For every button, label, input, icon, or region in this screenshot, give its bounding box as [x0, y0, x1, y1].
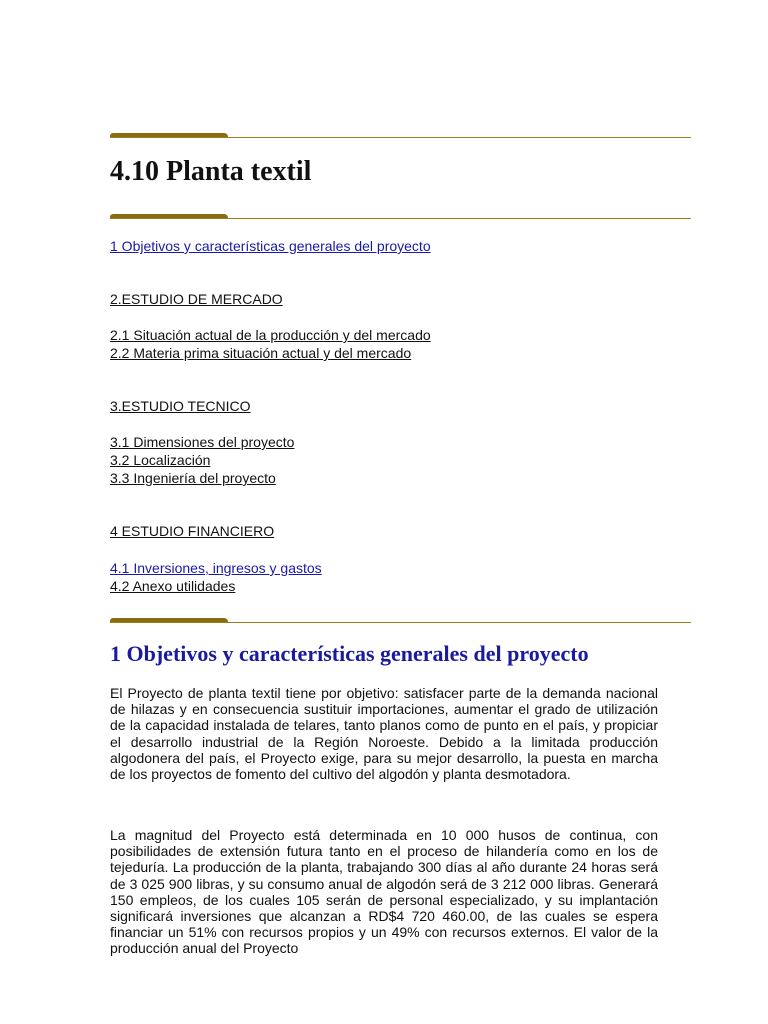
page-title: 4.10 Planta textil — [110, 156, 312, 187]
divider-line — [110, 218, 691, 219]
toc-link-raw-material[interactable]: 2.2 Materia prima situación actual y del mercado — [110, 345, 412, 361]
toc-link-project-dimensions[interactable]: 3.1 Dimensiones del proyecto — [110, 434, 295, 450]
toc-link-investments[interactable]: 4.1 Inversiones, ingresos y gastos — [110, 560, 322, 576]
paragraph: El Proyecto de planta textil tiene por objetivo: satisfacer parte de la demanda nacional de hilazas y en consecuencia sustituir importaciones, aumentar el grado de utilización de la capacidad instalada de telares, tanto planos como de punto en el país, y propiciar el desarrollo industrial de la Región Noroeste. Debido a la limitada producción algodonera del país, el Proyecto exige, para su mejor desarrollo, la puesta en marcha de los proyectos de fomento del cultivo del algodón y planta desmotadora. — [110, 685, 658, 783]
divider-line — [110, 137, 691, 138]
toc-link-technical-study[interactable]: 3.ESTUDIO TECNICO — [110, 398, 251, 414]
divider-line — [110, 622, 691, 623]
toc-link-market-current-situation[interactable]: 2.1 Situación actual de la producción y del mercado — [110, 327, 431, 343]
toc-link-financial-study[interactable]: 4 ESTUDIO FINANCIERO — [110, 523, 275, 539]
toc-link-objectives[interactable]: 1 Objetivos y características generales del proyecto — [110, 238, 431, 254]
toc-link-market-study[interactable]: 2.ESTUDIO DE MERCADO — [110, 291, 283, 307]
section-divider — [110, 615, 691, 623]
top-divider — [110, 130, 691, 138]
section-heading-objectives: 1 Objetivos y características generales del proyecto — [110, 641, 589, 666]
toc-link-engineering[interactable]: 3.3 Ingeniería del proyecto — [110, 470, 276, 486]
paragraph: La magnitud del Proyecto está determinada en 10 000 husos de continua, con posibilidades de extensión futura tanto en el proceso de hilandería como en los de tejeduría. La producción de la planta, trabajando 300 días al año durante 24 horas será de 3 025 900 libras, y su consumo anual de algodón será de 3 212 000 libras. Generará 150 empleos, de los cuales 105 serán de personal especializado, y su implantación significará inversiones que alcanzan a RD$4 720 460.00, de las cuales se espera financiar un 51% con recursos propios y un 49% con recursos externos. El valor de la producción anual del Proyecto — [110, 827, 658, 957]
toc-link-profits-annex[interactable]: 4.2 Anexo utilidades — [110, 578, 236, 594]
title-divider — [110, 211, 691, 219]
toc-link-location[interactable]: 3.2 Localización — [110, 452, 211, 468]
